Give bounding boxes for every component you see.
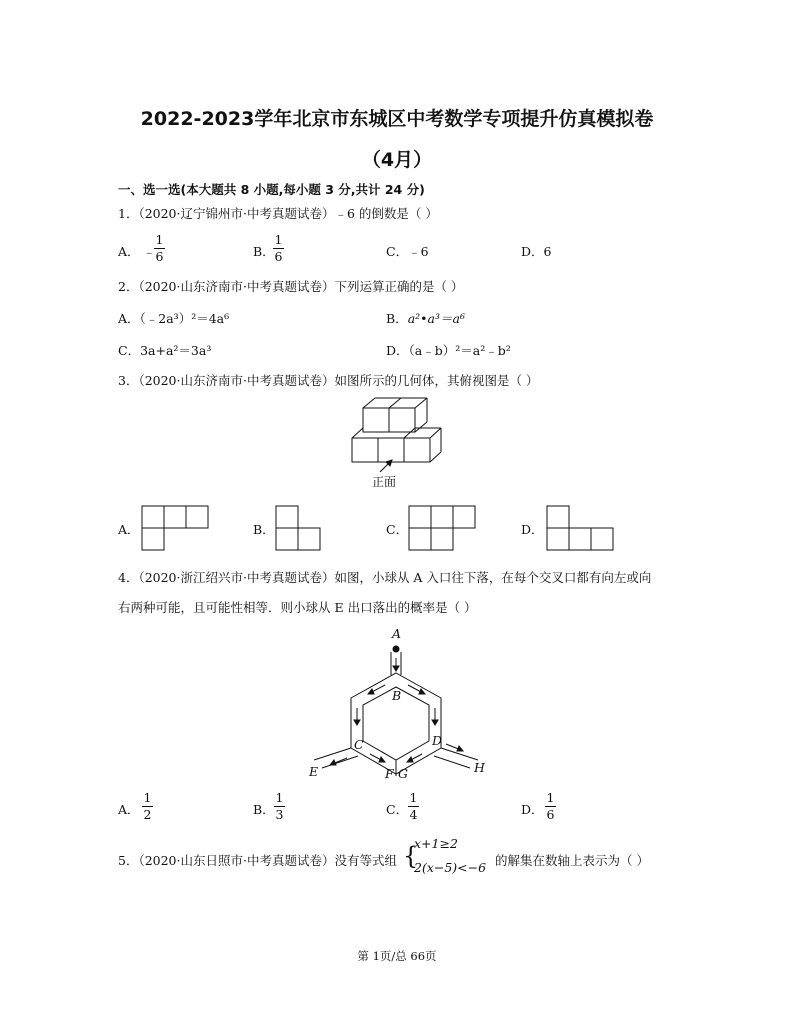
- denominator: 4: [409, 807, 418, 822]
- question-number: 2．: [118, 279, 139, 294]
- denominator: 2: [143, 807, 152, 822]
- question-4-line2: 右两种可能，且可能性相等．则小球从 E 出口落出的概率是（ ）: [118, 600, 477, 615]
- system-line-2: 2(x−5)<−6: [414, 860, 487, 875]
- option-1a-label: A．: [118, 244, 140, 259]
- option-label: D．: [386, 343, 409, 358]
- question-number: 3．: [118, 373, 139, 388]
- point-label-a: A: [392, 626, 402, 641]
- option-4a-fraction: [142, 791, 153, 822]
- numerator: 1: [275, 790, 284, 805]
- question-5-lead: [118, 851, 397, 869]
- option-3a-label: A．: [118, 522, 140, 537]
- numerator: 1: [143, 790, 152, 805]
- option-4a-label: A．: [118, 802, 140, 817]
- denominator: 3: [275, 807, 284, 822]
- option-3d-label: D．: [521, 522, 544, 537]
- option-3c-label: C．: [386, 522, 409, 537]
- page-subtitle: （4月）: [361, 149, 433, 171]
- option-1a-prefix: ﹣: [143, 244, 156, 259]
- point-label-b: B: [392, 688, 402, 703]
- question-text: （2020·山东日照市·中考真题试卷）没有等式组: [138, 853, 397, 868]
- option-4d-label: D．: [521, 802, 544, 817]
- option-4d-fraction: [545, 791, 556, 822]
- option-label: C．: [118, 343, 141, 358]
- option-4c-label: C．: [386, 802, 409, 817]
- page-title: 2022-2023学年北京市东城区中考数学专项提升仿真模拟卷: [140, 108, 654, 130]
- question-number: 1．: [118, 206, 139, 221]
- option-label: A．: [118, 311, 140, 326]
- numerator: 1: [155, 232, 164, 247]
- point-label-c: C: [354, 737, 364, 752]
- point-label-e: E: [309, 764, 319, 779]
- point-label-h: H: [474, 760, 485, 775]
- point-label-g: G: [398, 766, 408, 781]
- option-text: 6: [543, 244, 552, 259]
- question-text: （2020·浙江绍兴市·中考真题试卷）如图，小球从 A 入口往下落，在每个交叉口都有向左或向: [138, 570, 652, 585]
- option-label: B．: [386, 311, 408, 326]
- denominator: 6: [546, 807, 555, 822]
- question-number: 5．: [118, 853, 139, 868]
- option-label: C．: [386, 244, 409, 259]
- option-text: ﹣6: [408, 244, 429, 259]
- question-number: 4．: [118, 570, 139, 585]
- question-text: （2020·山东济南市·中考真题试卷）如图所示的几何体，其俯视图是（ ）: [138, 373, 539, 388]
- front-view-label: 正面: [372, 475, 397, 489]
- denominator: 6: [274, 249, 283, 264]
- system-line-1: x+1≥2: [414, 836, 458, 851]
- option-text: 3a+a²＝3a³: [140, 343, 212, 358]
- option-text: （a﹣b）²＝a²﹣b²: [408, 343, 511, 358]
- point-label-f: F: [385, 766, 394, 781]
- option-4b-label: B．: [253, 802, 275, 817]
- numerator: 1: [274, 232, 283, 247]
- numerator: 1: [409, 790, 418, 805]
- option-text: a²•a³＝a⁶: [407, 311, 465, 326]
- denominator: 6: [155, 249, 164, 264]
- option-1b-label: B．: [253, 244, 275, 259]
- section-heading: 一、选一选(本大题共 8 小题,每小题 3 分,共计 24 分): [118, 182, 425, 197]
- question-text: （2020·辽宁锦州市·中考真题试卷）﹣6 的倒数是（ ）: [138, 206, 438, 221]
- question-5-tail: 的解集在数轴上表示为（ ）: [495, 853, 649, 868]
- option-4b-fraction: [274, 791, 285, 822]
- page-footer: 第 1页/总 66页: [357, 949, 437, 963]
- numerator: 1: [546, 790, 555, 805]
- question-text: （2020·山东济南市·中考真题试卷）下列运算正确的是（ ）: [138, 279, 464, 294]
- point-label-d: D: [432, 733, 443, 748]
- option-text: （﹣2a³）²＝4a⁶: [139, 311, 230, 326]
- option-label: D．: [521, 244, 544, 259]
- option-4c-fraction: [408, 791, 419, 822]
- option-3b-label: B．: [253, 522, 275, 537]
- system-brace: {: [403, 842, 419, 870]
